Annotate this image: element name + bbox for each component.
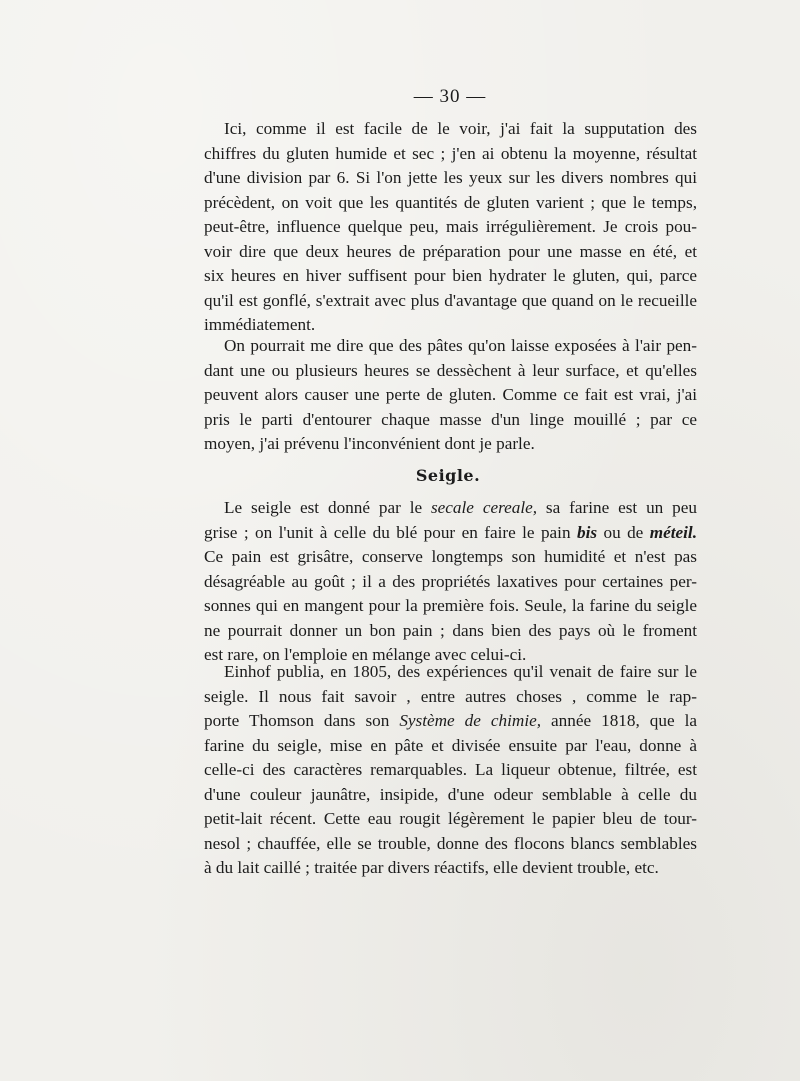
latin-name: secale cereale, [430,498,538,517]
text-line: Le seigle est donné par le secale cereale, sa farine est un peu [224,498,697,517]
text-line: chiffres du gluten humide et sec ; j'en ai obtenu la moyenne, résultat [204,143,697,163]
text-line: celle-ci des caractères remarquables. La liqueur obtenue, filtrée, est [204,760,697,779]
text-line: nesol ; chauffée, elle se trouble, donne des flocons blancs semblables [204,833,697,853]
text-line: moyen, j'ai prévenu l'inconvénient dont je parle. [204,434,535,453]
text-line: à du lait caillé ; traitée par divers réactifs, elle devient trouble, etc. [204,858,659,877]
text-line: dant une ou plusieurs heures se dessèchent à leur surface, et qu'elles [204,360,697,380]
text-line: petit-lait récent. Cette eau rougit légèrement le papier bleu de tour- [204,809,697,828]
text-line: précèdent, on voit que les quantités de gluten varient ; que le temps, [204,192,697,212]
text-line: farine du seigle, mise en pâte et divisée ensuite par l'eau, donne à [204,735,697,755]
page-number [0,86,800,108]
section-heading-text: Seigle. [415,466,481,485]
text-line: d'une division par 6. Si l'on jette les yeux sur les divers nombres qui [204,168,697,187]
section-heading-seigle [0,466,800,485]
text-line: On pourrait me dire que des pâtes qu'on laisse exposées à l'air pen- [224,336,697,355]
text-line: immédiatement. [204,315,316,334]
paragraph-seigle-description [204,496,697,668]
text-line: Ce pain est grisâtre, conserve longtemps son humidité et n'est pas [204,547,697,566]
text-line: porte Thomson dans son Système de chimie, année 1818, que la [204,711,697,730]
text-line: voir dire que deux heures de préparation pour une masse en été, et [204,241,697,261]
text-line: Einhof publia, en 1805, des expériences qu'il venait de faire sur le [224,662,697,681]
book-title: Système de chimie, [399,711,542,730]
text-line: qu'il est gonflé, s'extrait avec plus d'avantage que quand on le recueille [204,290,697,310]
page-number-text: — 30 — [413,86,487,107]
text-line: seigle. Il nous fait savoir , entre autres choses , comme le rap- [204,686,697,706]
italic-term: méteil. [649,522,697,542]
text-line: grise ; on l'unit à celle du blé pour en faire le pain bis ou de méteil. [204,522,697,542]
paragraph-gluten-calculation [204,117,697,338]
text-line: pris le parti d'entourer chaque masse d'un linge mouillé ; par ce [204,409,697,429]
text-line: ne pourrait donner un bon pain ; dans bien des pays où le froment [204,620,697,640]
text-line: désagréable au goût ; il a des propriétés laxatives pour certaines per- [204,571,697,591]
text-line: sonnes qui en mangent pour la première fois. Seule, la farine du seigle [204,596,697,615]
italic-term: bis [576,522,598,542]
text-line: peut-être, influence quelque peu, mais irrégulièrement. Je crois pou- [204,217,697,236]
text-line: est rare, on l'emploie en mélange avec celui-ci. [204,645,527,664]
text-line: peuvent alors causer une perte de gluten. Comme ce fait est vrai, j'ai [204,385,697,404]
paragraph-einhof-experiments [204,660,697,881]
text-line: Ici, comme il est facile de le voir, j'ai fait la supputation des [224,119,697,138]
text-line: d'une couleur jaunâtre, insipide, d'une odeur semblable à celle du [204,784,697,804]
paragraph-paste-exposure [204,334,697,457]
text-line: six heures en hiver suffisent pour bien hydrater le gluten, qui, parce [204,266,697,285]
